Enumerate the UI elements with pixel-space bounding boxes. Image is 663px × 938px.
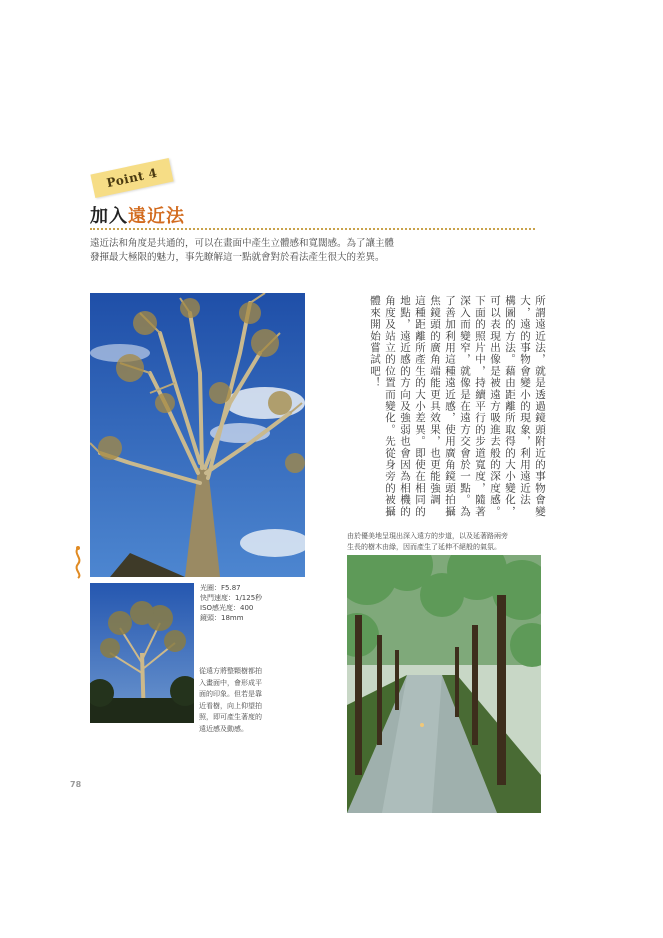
body-line: 焦鏡頭的廣角端能更具效果，也更能強調 <box>429 295 441 506</box>
tree-caption <box>199 666 262 735</box>
caption-line: 遠近感及動感。 <box>199 724 248 733</box>
body-line: 這種距離所產生的大小差異。即使在相同的 <box>414 295 426 518</box>
caption-line: 近看樹，向上仰望拍 <box>199 701 262 710</box>
exif-shutter: 快門速度：1/125秒 <box>200 594 263 602</box>
intro-line: 遠近法和角度是共通的，可以在畫面中產生立體感和寬闊感。為了讓主體 <box>90 238 395 249</box>
exif-iso: ISO感光度：400 <box>200 604 254 612</box>
caption-line: 照，即可產生著度的 <box>199 713 262 721</box>
body-line: 構圖的方法。藉由距離所取得的大小變化， <box>504 295 516 518</box>
intro-line: 發揮最大極限的魅力，事先瞭解這一點就會對於看法產生很大的差異。 <box>90 252 385 263</box>
tree-distant-photo <box>90 583 194 723</box>
body-line: 地點，遠近感的方向及強弱也會因為相機的 <box>399 295 411 518</box>
body-line: 下面的照片中，持續平行的步道寬度，隨著 <box>474 295 486 518</box>
point-label: Point 4 <box>105 165 159 191</box>
page-number: 78 <box>70 780 82 789</box>
exif-aperture: 光圈：F5.87 <box>200 584 241 592</box>
body-text-vertical <box>352 295 547 523</box>
body-line: 角度及站立的位置而變化。先從身旁的被攝 <box>384 295 396 518</box>
title-divider <box>90 228 535 230</box>
body-line: 深入而變窄，就像是在遠方交會於一點。為 <box>459 295 471 518</box>
body-line: 可以表現出像是被遠方吸進去般的深度感。 <box>489 295 501 518</box>
title-highlight: 遠近法 <box>128 206 185 227</box>
intro-paragraph <box>90 237 540 265</box>
exif-lens: 鏡頭：18mm <box>200 614 244 622</box>
title-plain: 加入 <box>90 206 128 227</box>
ribbon-icon <box>70 546 86 580</box>
point-tag <box>90 158 173 198</box>
caption-line: 面的印象。但若是靠 <box>199 690 262 698</box>
walkway-caption <box>347 531 542 553</box>
body-line: 了善加利用這種遠近感，使用廣角鏡頭拍攝 <box>444 295 456 518</box>
tree-upward-photo <box>90 293 305 577</box>
body-line: 所謂遠近法，就是透過鏡頭附近的事物會變 <box>534 295 546 518</box>
body-line: 體來開始嘗試吧！ <box>369 295 381 389</box>
body-line: 大，遠的事物會變小的現象，利用遠近法 <box>519 295 531 506</box>
page-title <box>90 202 185 228</box>
caption-line: 從遠方將整顆樹都拍 <box>199 667 262 675</box>
caption-line: 由於優美地呈現出深入遠方的步道，以及延著路兩旁 <box>347 532 508 540</box>
caption-line: 入畫面中，會形成平 <box>199 678 262 687</box>
walkway-photo <box>347 555 541 813</box>
exif-info <box>200 583 262 623</box>
caption-line: 生長的樹木由綠，因而產生了延伸不絕般的氣氛。 <box>347 543 501 551</box>
